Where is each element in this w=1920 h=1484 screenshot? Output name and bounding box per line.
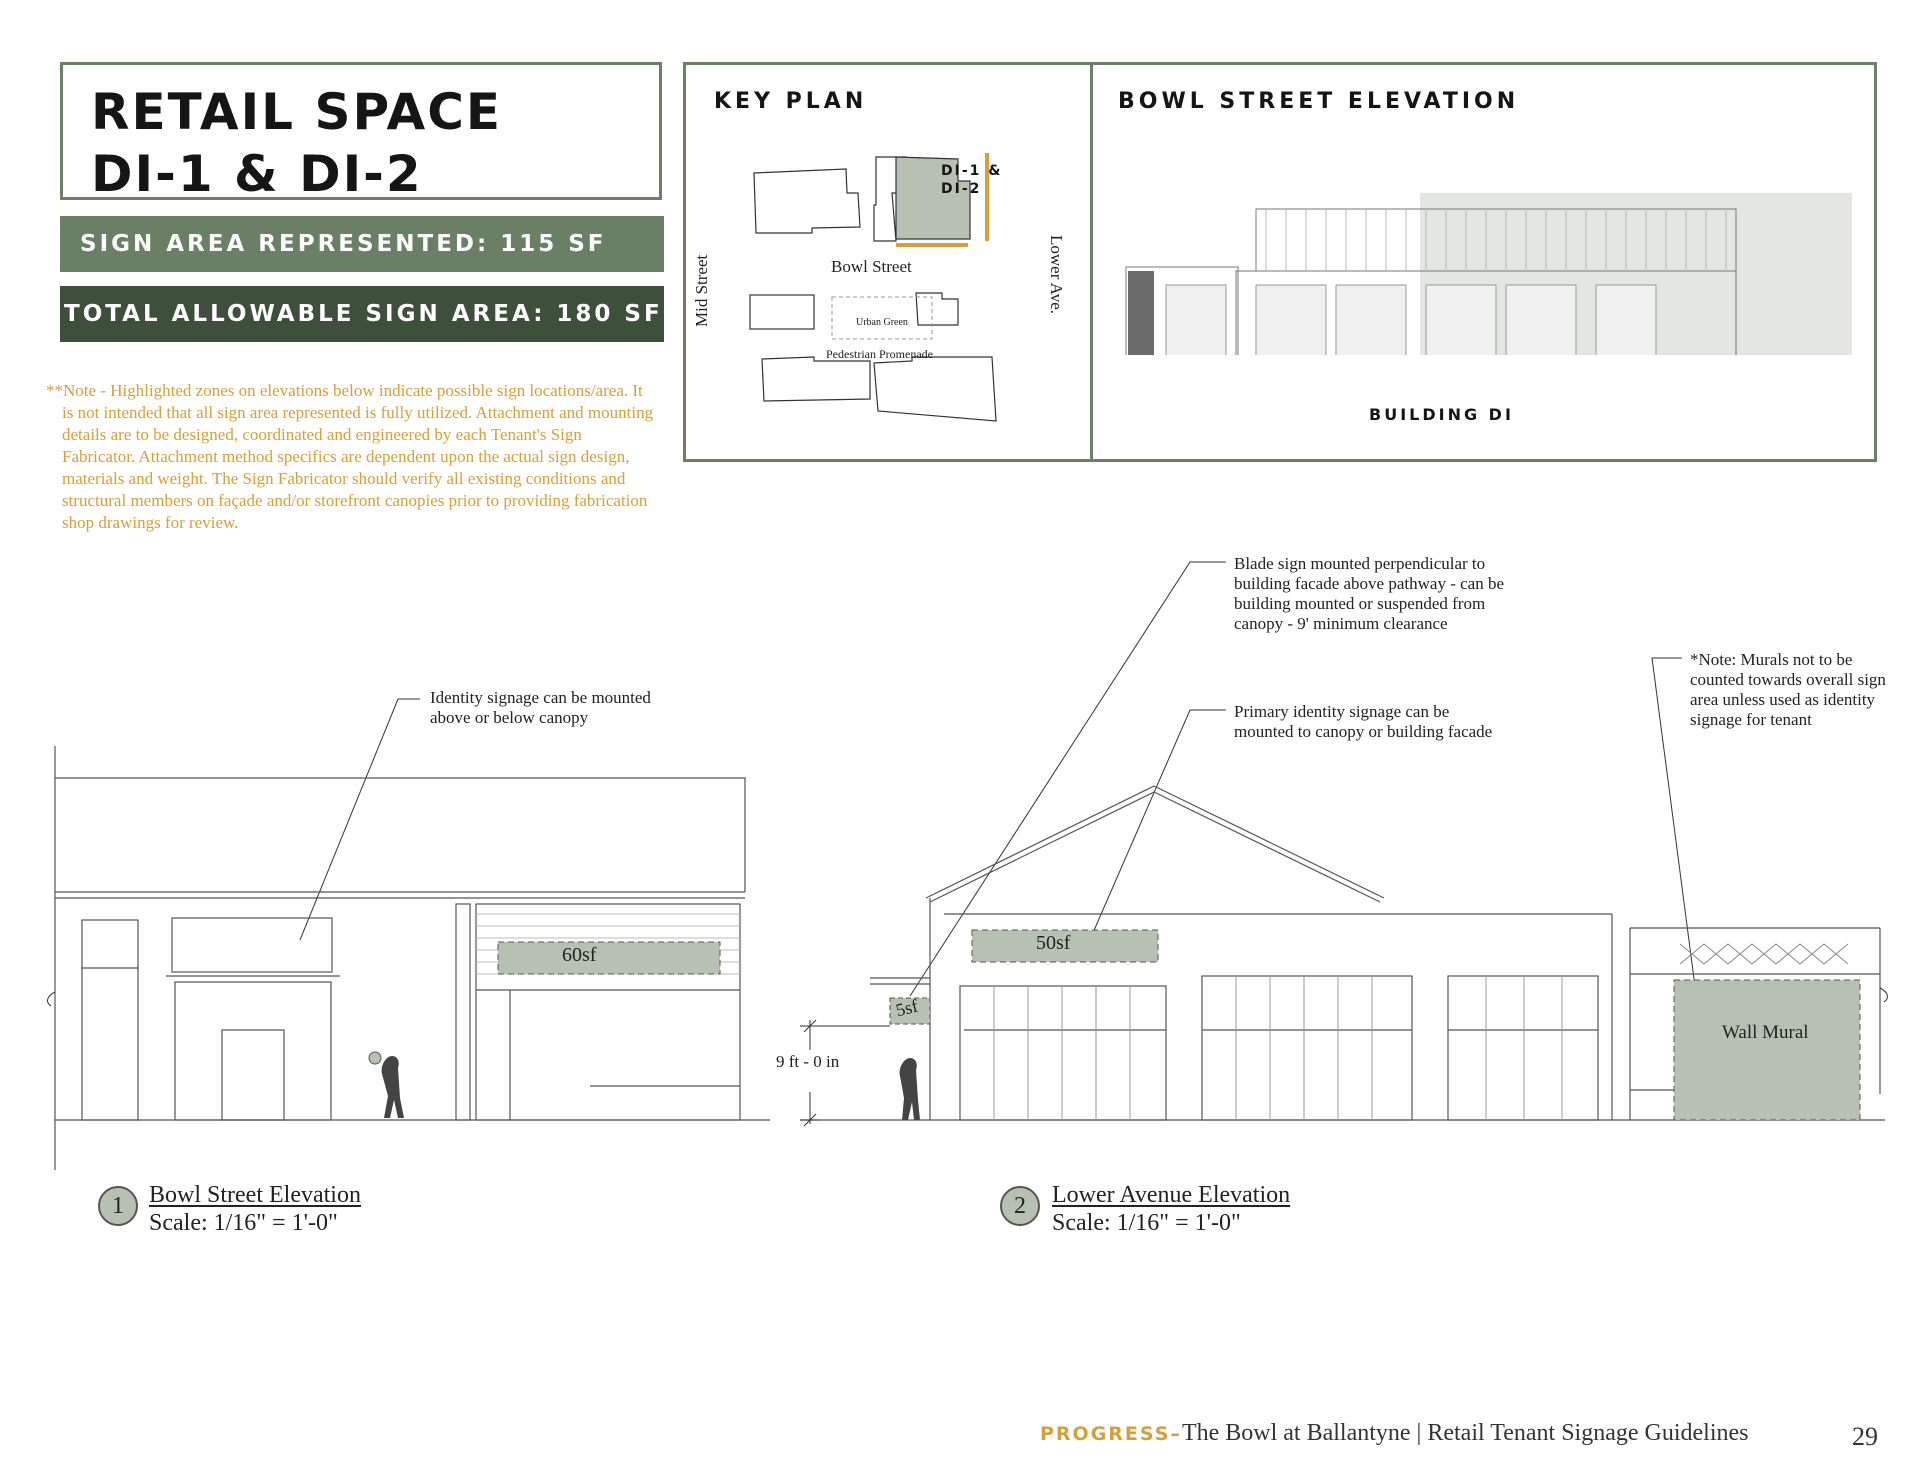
caption-number-1: 1	[98, 1186, 138, 1226]
leader-line	[300, 699, 420, 940]
key-plan-unit-label-2: DI-2	[941, 181, 982, 197]
note-paragraph: **Note - Highlighted zones on elevations below indicate possible sign locations/area. It is not intended that all sign area represented is fully utilized. Attachment and mounting details are to be designed, coordinated and engineered by each Tenant's Sign Fabricator. Attachment method specifics are dependent upon the actual sign design, materials and weight. The Sign Fabricator should verify all existing conditions and structural members on façade and/or storefront canopies prior to providing fabrication shop drawings for review.	[46, 381, 654, 532]
key-plan-bowl-street: Bowl Street	[831, 257, 912, 276]
sign-area-represented: SIGN AREA REPRESENTED: 115 SF	[60, 216, 664, 272]
lower-sign-area: 50sf	[1036, 932, 1071, 954]
clearance-label: 9 ft - 0 in	[776, 1052, 840, 1071]
caption-title-2: Lower Avenue Elevation	[1052, 1182, 1291, 1208]
key-plan-pedestrian-promenade: Pedestrian Promenade	[826, 347, 933, 361]
wall-mural-label: Wall Mural	[1722, 1022, 1809, 1043]
callout-identity-signage: Identity signage can be mounted above or below canopy	[430, 688, 651, 727]
clearance-dimension	[800, 1020, 890, 1126]
break-line-icon	[1880, 988, 1887, 1002]
wall-sconce-icon	[369, 1052, 381, 1064]
page-title-line2: DI-1 & DI-2	[91, 145, 423, 203]
key-plan-unit-label-1: DI-1 &	[941, 163, 1003, 179]
caption-number-2: 2	[1000, 1186, 1040, 1226]
person-silhouette-icon	[900, 1058, 920, 1120]
caption-title-1: Bowl Street Elevation	[149, 1182, 361, 1208]
wall-mural-zone	[1674, 980, 1860, 1120]
page-number: 29	[1852, 1422, 1878, 1451]
footer	[1040, 1420, 1749, 1447]
break-line-icon	[48, 992, 55, 1006]
callout-blade-sign: Blade sign mounted perpendicular to building facade above pathway - can be building mounted or suspended from canopy - 9' minimum clearance	[1234, 554, 1504, 633]
building-di-label: BUILDING DI	[1369, 405, 1514, 424]
leader-line	[1652, 658, 1696, 994]
footer-brand: PROGRESS–	[1040, 1423, 1182, 1445]
key-plan-lower-ave: Lower Ave.	[1047, 235, 1066, 314]
page-title-line1: RETAIL SPACE	[91, 83, 503, 141]
footer-text: The Bowl at Ballantyne | Retail Tenant Signage Guidelines	[1181, 1420, 1749, 1446]
caption-scale-2: Scale: 1/16" = 1'-0"	[1052, 1210, 1241, 1236]
mural-pattern	[1680, 944, 1848, 964]
bowl-sign-area: 60sf	[562, 944, 597, 966]
blade-sign-area: 5sf	[893, 995, 920, 1021]
person-silhouette-icon	[382, 1056, 404, 1118]
callout-primary-identity: Primary identity signage can be mounted to canopy or building facade	[1234, 702, 1493, 741]
leader-line	[1092, 710, 1226, 935]
key-plan-mid-street: Mid Street	[692, 254, 711, 327]
key-plan-urban-green: Urban Green	[856, 317, 908, 328]
total-allowable-sign-area: TOTAL ALLOWABLE SIGN AREA: 180 SF	[60, 286, 664, 342]
bowl-sign-zone	[498, 942, 720, 974]
key-plan-heading: KEY PLAN	[714, 89, 868, 114]
bowl-elevation-heading: BOWL STREET ELEVATION	[1118, 89, 1520, 114]
callout-mural-note: *Note: Murals not to be counted towards overall sign area unless used as identity signage for tenant	[1690, 650, 1886, 729]
caption-scale-1: Scale: 1/16" = 1'-0"	[149, 1210, 338, 1236]
